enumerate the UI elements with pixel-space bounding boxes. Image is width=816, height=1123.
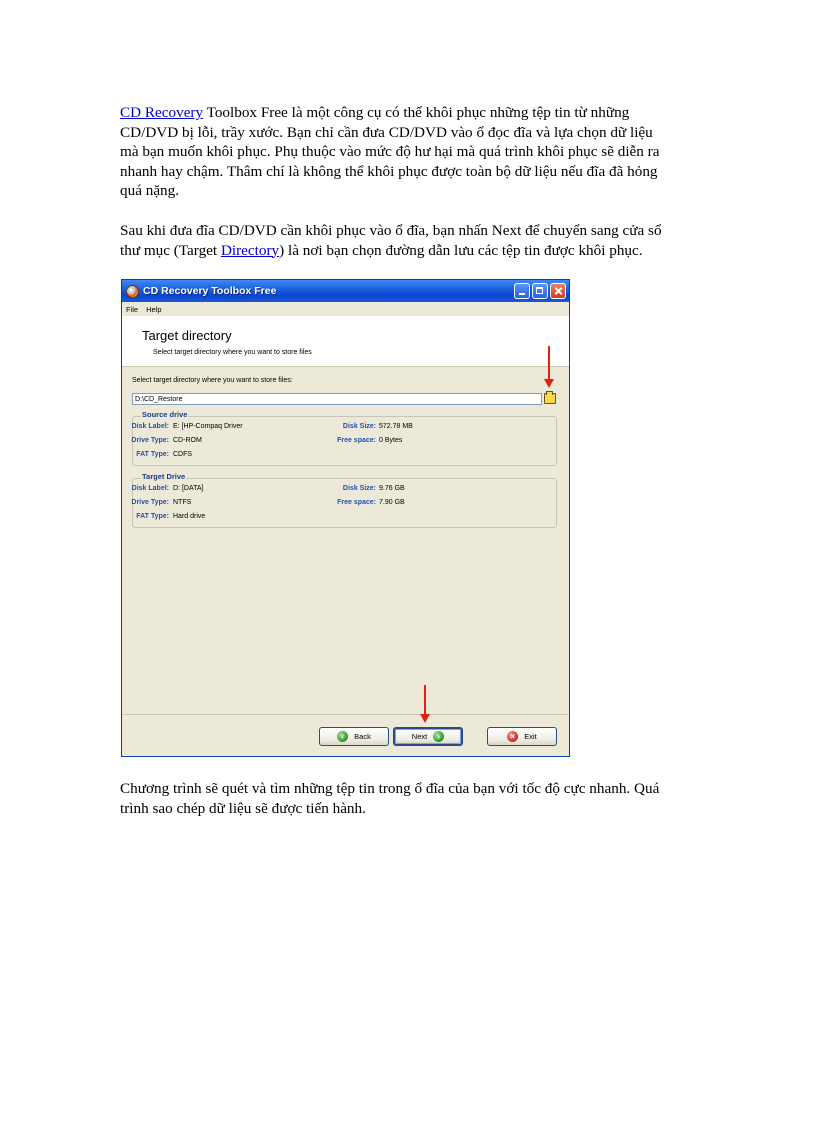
exit-button[interactable] [487, 727, 557, 746]
menu-file[interactable]: File [126, 304, 139, 314]
wizard-subtitle: Select target directory where you want to store files [153, 349, 312, 356]
intro-paragraph [120, 103, 700, 201]
wizard-header [122, 316, 569, 367]
next-annotation-arrow-shaft [424, 685, 426, 715]
target-disk-label-value: D: [DATA] [173, 485, 204, 492]
next-button-label: Next [411, 732, 428, 741]
closing-line-2: trình sao chép dữ liệu sẽ được tiến hành. [120, 799, 366, 817]
exit-x-icon: × [507, 731, 518, 742]
back-arrow-icon: ‹ [337, 731, 348, 742]
source-drive-type-value: CD-ROM [173, 437, 202, 444]
intro-line-4: nhanh hay chậm. Thâm chí là không thể khôi phục được toàn bộ dữ liệu nếu đĩa đã hỏng [120, 162, 658, 180]
instruction-line-2-end: ) là nơi bạn chọn đường dẫn lưu các tệp tin được khôi phục. [279, 241, 643, 259]
source-free-space-value: 0 Bytes [379, 437, 403, 444]
target-disk-size-label: Disk Size: [342, 485, 376, 492]
instruction-line-1: Sau khi đưa đĩa CD/DVD cần khôi phục vào ổ đĩa, bạn nhấn Next để chuyển sang cửa sổ [120, 222, 662, 239]
source-disk-label-label: Disk Label: [131, 423, 169, 430]
target-drive-title: Target Drive [142, 472, 186, 481]
intro-line-2: CD/DVD bị lỗi, trầy xước. Bạn chỉ cần đưa CD/DVD vào ổ đọc đĩa và lựa chọn dữ liệu [120, 123, 653, 141]
next-button[interactable] [393, 727, 463, 746]
directory-link[interactable]: Directory [220, 241, 280, 259]
next-annotation-arrow-head [420, 714, 430, 723]
target-drive-type-value: NTFS [173, 499, 192, 506]
browse-annotation-arrow-head [544, 379, 554, 388]
source-drive-title: Source drive [142, 410, 188, 419]
intro-line-1: Toolbox Free là một công cụ có thể khôi phục những tệp tin từ những [203, 104, 630, 121]
browse-annotation-arrow-shaft [548, 346, 550, 380]
target-directory-input[interactable] [132, 393, 542, 405]
wizard-title: Target directory [142, 328, 232, 343]
cd-recovery-link[interactable]: CD Recovery [120, 104, 204, 121]
target-fat-type-label: FAT Type: [136, 513, 169, 520]
instruction-paragraph [120, 221, 700, 260]
minimize-button[interactable] [514, 283, 530, 299]
source-free-space-label: Free space: [337, 437, 376, 444]
source-disk-size-value: 572.78 MB [379, 423, 413, 430]
closing-paragraph [120, 779, 700, 818]
maximize-button[interactable] [532, 283, 548, 299]
source-fat-type-label: FAT Type: [136, 451, 169, 458]
source-fat-type-value: CDFS [173, 451, 193, 458]
window-title: CD Recovery Toolbox Free [143, 285, 277, 297]
target-fat-type-value: Hard drive [173, 513, 206, 520]
instruction-line-2-start: thư mục (Target [120, 241, 221, 259]
closing-line-1: Chương trình sẽ quét và tìm những tệp tin trong ổ đĩa của bạn với tốc độ cực nhanh. Quá [120, 780, 660, 797]
target-free-space-value: 7.90 GB [379, 499, 405, 506]
target-drive-group [131, 472, 557, 528]
intro-line-5: quá nặng. [120, 182, 180, 200]
back-button[interactable] [319, 727, 389, 746]
source-disk-label-value: E: [HP-Compaq Driver [173, 423, 243, 430]
next-arrow-icon: › [433, 731, 444, 742]
source-drive-group [131, 410, 557, 466]
intro-line-3: mà bạn muốn khôi phục. Phụ thuộc vào mức độ hư hại mà quá trình khôi phục sẽ diễn ra [120, 143, 660, 161]
window-titlebar[interactable] [122, 280, 569, 302]
footer-divider [122, 714, 569, 715]
cd-app-icon [126, 285, 139, 298]
back-button-label: Back [354, 732, 371, 741]
menu-help[interactable]: Help [146, 304, 162, 314]
menu-bar [122, 302, 569, 316]
exit-button-label: Exit [524, 732, 537, 741]
source-drive-type-label: Drive Type: [131, 437, 169, 444]
target-directory-label: Select target directory where you want to store files: [132, 377, 293, 384]
target-disk-size-value: 9.76 GB [379, 485, 405, 492]
target-disk-label-label: Disk Label: [131, 485, 169, 492]
app-window-screenshot [121, 279, 570, 757]
folder-browse-icon[interactable] [544, 393, 556, 404]
target-drive-type-label: Drive Type: [131, 499, 169, 506]
target-free-space-label: Free space: [337, 499, 376, 506]
source-disk-size-label: Disk Size: [342, 423, 376, 430]
close-button[interactable] [550, 283, 566, 299]
